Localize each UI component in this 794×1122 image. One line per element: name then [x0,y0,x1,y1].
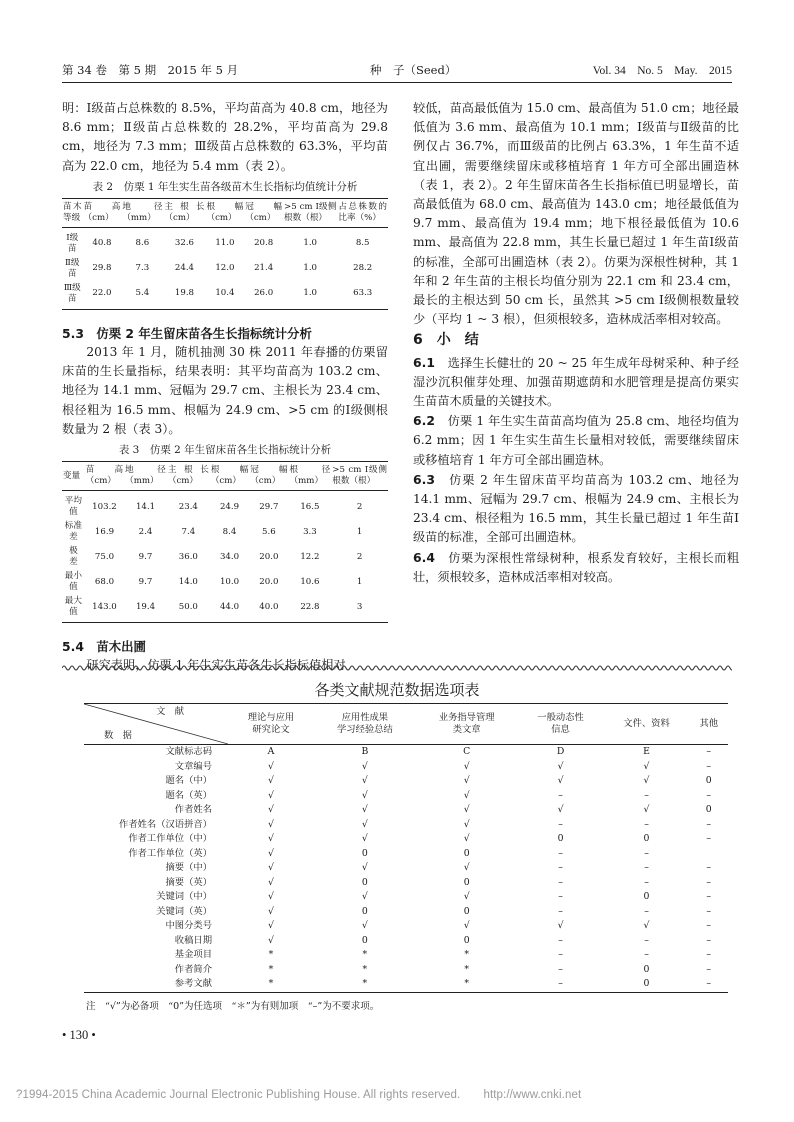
table2-cell: 10.4 [206,281,245,309]
table2-cell: 7.3 [135,263,150,274]
standards-cell: √ [268,862,274,873]
summary-item [413,470,739,548]
standards-row-label: 摘要（英） [165,876,212,888]
intro-paragraph: 明：Ⅰ级苗占总株数的 8.5%，平均苗高为 40.8 cm，地径为 8.6 mm；Ⅱ级苗占总株数的 28.2%，平均苗高为 29.8 cm，地径为 7.3 mm；Ⅲ级苗占总株数的 63.3%，平均苗高为 22.0 cm，地径为 5.4 mm（表 2）。 [62,101,388,173]
table2-cell: 5.4 [121,281,163,309]
table3-header-cell: 冠幅（cm） [249,462,288,491]
standards-row [84,832,728,847]
standards-cell: √ [463,920,470,931]
continued-paragraph: 较低，苗高最低值为 15.0 cm、最高值为 51.0 cm；地径最低值为 3.6 mm、最高值为 10.1 mm；Ⅰ级苗与Ⅱ级苗的比例仅占 36.7%，而Ⅲ级苗的比例占 63.3%，1 年生苗不适宜出圃，需要继续留床或移植培育 1 年方可全部出圃造林（表 1，表 2）。2 年生留床苗各生长指标值已明显增长，苗高最低值为 68.0 cm、最高值为 143.0 cm；地径最低值为 9.7 mm、最高值为 19.4 mm；地下根径最低值为 10.6 mm、最高值为 22.8 mm，其生长量已超过 1 年生苗Ⅰ级苗的标准，全部可出圃造林（表 2）。仿栗为深根性树种，其 1 年和 2 年生苗的主根长均值分别为 22.1 cm 和 23.4 cm，最长的主根达到 50 cm 长，虽然其 >5 cm Ⅰ级侧根数量较少（平均 1 ~ 3 根），但须根较多，造林成活率相对较高。 [413,101,739,327]
standards-cell: E [643,746,650,757]
table2-header-cell: 冠幅（cm） [244,198,283,227]
table3-cell: 最大值 [62,595,85,623]
table3-cell: 12.2 [300,551,320,562]
table3-cell: 10.6 [300,576,320,587]
standards-row [84,774,728,789]
table3-cell: 24.9 [219,501,240,512]
table3-cell: 2.4 [138,526,153,537]
table2-header-cell: 苗木等级 [62,198,83,227]
table2-row [62,281,388,309]
table3-cell: 103.2 [92,501,117,512]
table3-cell: 9.7 [138,576,153,587]
standards-cell: √ [643,804,650,815]
standards-row-label: 中图分类号 [165,920,212,931]
standards-cell: √ [268,833,274,844]
standards-cell: √ [557,804,564,815]
standards-cell: – [644,789,649,801]
standards-row [84,919,728,934]
standards-cell: √ [361,760,368,772]
standards-cell: – [706,891,712,902]
standards-cell: * [464,949,469,960]
table3-cell: 20.0 [259,576,279,587]
table3-row [62,545,388,570]
standards-cell: √ [268,818,274,830]
standards-cell: √ [463,862,470,873]
table3-cell: 极 差 [69,546,87,568]
standards-cell: √ [643,775,650,786]
standards-cell: – [644,862,649,873]
standards-cell: √ [463,760,470,772]
section-5-3-heading: 5.3 仿栗 2 年生留床苗各生长指标统计分析 [62,325,312,341]
standards-row-label: 参考文献 [84,977,228,992]
summary-item-text: 仿栗为深根性常绿树种，根系发育较好，主根长而粗壮，须根较多，造林成活率相对较高。 [413,550,740,584]
standards-cell: – [558,891,563,902]
summary-item-text: 选择生长健壮的 20 ~ 25 年生成年母树采种、种子经湿沙沉积催芽处理、加强苗期遮荫和水肥管理是提高仿栗实生苗苗木质量的关键技术。 [413,355,739,409]
standards-table [84,703,728,993]
standards-cell: √ [361,833,368,844]
standards-cell: √ [268,934,274,946]
table2-cell: 20.8 [254,238,274,249]
summary-item-text: 仿栗 2 年生留床苗平均苗高为 103.2 cm、地径为 14.1 mm、冠幅为 29.7 cm、根幅为 24.9 cm、主根长为 23.4 cm、根径粗为 16.5 mm，其生长量已超过 1 年生苗Ⅰ级苗的标准，全部可出圃造林。 [413,472,739,545]
standards-cell: – [644,934,649,946]
standards-cell: √ [268,775,274,786]
table3-header-cell: 变量 [62,462,85,491]
table2-cell: 12.0 [215,263,235,274]
table2-cell: 1.0 [303,238,318,249]
standards-column-header: 业务指导管理 类文章 [416,704,518,745]
standards-cell: √ [361,775,368,786]
standards-cell: √ [268,891,274,902]
standards-cell: 0 [604,977,690,992]
table3-row [62,491,388,520]
table3-cell: 29.7 [259,501,279,512]
standards-cell: – [558,847,563,859]
standards-cell: √ [268,876,274,888]
right-column [413,99,739,587]
wavy-divider [62,663,732,673]
table2 [62,198,388,310]
table3-cell: 7.4 [181,526,196,537]
table3-cell: 40.0 [249,595,288,623]
table2-cell: 32.6 [174,238,195,249]
table3-cell: 2 [356,551,363,562]
table3-header-cell: 苗高（cm） [85,462,124,491]
standards-row-label: 作者工作单位（中） [128,833,212,844]
table3-cell: 22.8 [289,595,332,623]
table3-cell: 16.5 [300,501,320,512]
standards-cell: √ [268,760,274,772]
standards-row [84,803,728,818]
standards-cell: 0 [361,847,368,859]
table3-cell: 14.1 [135,501,156,512]
standards-cell: * [228,977,314,992]
standards-cell: √ [463,789,470,801]
standards-cell: 0 [705,804,712,815]
summary-list [413,353,739,587]
table2-cell: 26.0 [244,281,283,309]
standards-row [84,934,728,949]
table3-cell: 3 [331,595,388,623]
table3-cell: 23.4 [178,501,198,512]
table3-cell: 19.4 [124,595,167,623]
table2-cell: 11.0 [215,238,235,249]
standards-cell: 0 [361,905,368,917]
running-header-right: Vol. 34 No. 5 May. 2015 [592,65,732,77]
standards-cell: √ [268,905,274,917]
standards-row [84,948,728,963]
standards-cell: √ [361,789,368,801]
table2-cell: Ⅱ级苗 [65,257,80,279]
standards-row-label: 摘要（中） [165,862,212,873]
standards-cell: 0 [361,876,368,888]
standards-cell: C [463,746,471,757]
table3-cell: 10.0 [219,576,240,587]
standards-cell: * [362,963,368,975]
standards-table-title: 各类文献规范数据选项表 [314,681,480,699]
standards-cell: 0 [463,847,470,859]
standards-cell: √ [463,804,470,815]
standards-row-label: 题名（英） [165,789,212,801]
standards-column-header: 其他 [690,704,729,745]
table3-cell: 36.0 [178,551,198,562]
table2-cell: 8.5 [355,238,370,249]
standards-cell: – [644,847,649,859]
standards-table-wrapper [84,703,728,993]
standards-row [84,861,728,876]
standards-row-label: 作者工作单位（英） [128,847,212,859]
standards-cell: 0 [463,934,470,946]
table3-cell: 68.0 [94,576,115,587]
table3-cell: 9.7 [138,551,153,562]
standards-cell: – [558,818,563,830]
standards-cell: 0 [557,833,564,844]
table3-cell: 50.0 [167,595,210,623]
standards-column-header: 文件、资料 [604,704,690,745]
standards-cell: √ [557,920,564,931]
standards-row [84,963,728,978]
table2-cell: 29.8 [92,263,112,274]
table2-cell: 1.0 [303,263,318,274]
summary-item-number: 6.1 [413,354,448,370]
table2-row [62,256,388,281]
standards-cell: * [416,977,518,992]
table3-row [62,570,388,595]
table2-cell: 28.2 [353,263,373,274]
table2-cell: Ⅲ级苗 [62,281,83,309]
summary-item [413,353,739,412]
copyright-footer: ?1994-2015 China Academic Journal Electronic Publishing House. All rights reserved. http://www.cnki.net [16,1089,582,1101]
running-header-left: 第 34 卷 第 5 期 2015 年 5 月 [62,63,239,77]
standards-cell [690,847,729,862]
table3-cell: 5.6 [262,526,276,537]
standards-cell: √ [268,804,274,815]
standards-cell: √ [361,818,368,830]
table3-cell: 75.0 [94,551,115,562]
table3-header-cell: 主根长（cm） [167,462,210,491]
standards-cell: A [267,746,275,757]
standards-table-note: 注 “√”为必备项 “0”为任选项 “＊”为有则加项 “–”为不要求项。 [86,1001,380,1012]
standards-row [84,847,728,862]
standards-row-label: 文献标志码 [165,746,212,757]
section-5-3-text: 2013 年 1 月，随机抽测 30 株 2011 年春播的仿栗留床苗的生长量指标，结果表明：其平均苗高为 103.2 cm、地径为 14.1 mm、冠幅为 29.7 cm、主根长为 23.4 cm、根径粗为 16.5 mm、根幅为 24.9 cm、>5 cm 的Ⅰ级侧根数量为 2 根（表 3）。 [62,345,388,436]
standards-cell: – [558,876,563,888]
standards-column-header: 应用性成果 学习经验总结 [314,704,416,745]
standards-row [84,876,728,891]
standards-cell: √ [268,920,274,931]
standards-cell: 0 [705,775,712,786]
table3-cell: 8.4 [222,526,237,537]
standards-cell: √ [557,775,564,786]
standards-row [84,977,728,992]
standards-cell: – [706,818,712,830]
table2-header-cell: 主根长（cm） [163,198,205,227]
table2-caption: 表 2 仿栗 1 年生实生苗各级苗木生长指标均值统计分析 [92,180,358,193]
table2-cell: 24.4 [174,263,195,274]
standards-cell: – [706,934,712,946]
standards-cell: – [706,746,712,757]
standards-cell: – [558,789,563,801]
summary-item-text: 仿栗 1 年生实生苗苗高均值为 25.8 cm、地径均值为 6.2 mm；因 1 年生实生苗生长量相对较低，需要继续留床或移植培育 1 年方可全部出圃造林。 [413,414,739,467]
summary-item-number: 6.4 [413,549,449,565]
standards-cell: – [706,833,712,844]
table3-cell: 44.0 [210,595,249,623]
standards-cell: √ [268,789,274,801]
standards-cell: √ [643,760,650,772]
standards-row [84,890,728,905]
standards-cell: – [558,905,563,917]
page-number: • 130 • [62,1028,96,1042]
table3-cell: 143.0 [85,595,124,623]
summary-item [413,548,739,587]
table3 [62,461,388,623]
standards-cell: √ [463,833,470,844]
standards-cell: * [362,949,368,960]
table2-cell: 63.3 [337,281,388,309]
summary-item-number: 6.3 [413,471,450,487]
table3-cell: 20.0 [259,551,279,562]
standards-cell: – [558,963,563,975]
table3-cell: 最小值 [64,571,82,593]
corner-label-literature: 文 献 [156,706,184,717]
table3-header-cell: 地径（mm） [124,462,167,491]
standards-cell: 0 [643,963,650,975]
standards-cell: 0 [361,934,368,946]
table2-header-cell: 地径（mm） [121,198,163,227]
standards-row [84,745,728,760]
table3-cell: 34.0 [219,551,240,562]
table3-cell: 标准差 [64,521,82,543]
standards-cell: – [706,876,712,888]
standards-row-label: 关键词（英） [156,905,212,917]
table3-header-cell: >5 cm Ⅰ级侧根数（根） [331,462,388,491]
header-rule [62,82,732,83]
summary-item-number: 6.2 [413,413,448,429]
standards-cell: – [706,789,712,801]
standards-cell: √ [361,891,368,902]
standards-cell: * [464,963,469,975]
table3-cell: 3.3 [303,526,317,537]
standards-cell: * [268,963,274,975]
standards-cell: – [706,920,712,931]
standards-row [84,760,728,775]
table2-cell: 21.4 [254,263,274,274]
table3-header-cell: 根径（mm） [289,462,332,491]
table3-cell: 2 [356,501,363,512]
standards-cell: 0 [463,905,470,917]
table3-cell: 平均值 [64,496,82,518]
standards-cell: √ [557,760,564,772]
diagonal-header-cell [84,704,228,745]
standards-cell: √ [463,775,470,786]
standards-cell: – [690,977,729,992]
standards-row-label: 作者简介 [174,963,212,975]
standards-cell: √ [643,920,650,931]
table3-caption: 表 3 仿栗 2 年生留床苗各生长指标统计分析 [118,444,332,457]
table3-cell: 1 [356,526,363,537]
section-6-heading: 6 小 结 [413,332,479,349]
table3-row [62,595,388,623]
standards-cell: √ [361,920,368,931]
standards-cell: – [558,949,563,960]
standards-cell: – [706,949,712,960]
summary-item [413,411,739,470]
standards-cell: √ [463,891,470,902]
running-header-journal: 种 子（Seed） [370,63,457,77]
table3-cell: 16.9 [94,526,115,537]
table2-cell: 22.0 [83,281,122,309]
standards-row-label: 收稿日期 [174,934,212,946]
standards-cell: √ [361,862,368,873]
table2-cell: 40.8 [92,238,112,249]
standards-row-label: 作者姓名（汉语拼音） [119,818,212,830]
standards-column-header: 理论与应用 研究论文 [228,704,314,745]
standards-row [84,789,728,804]
standards-cell: 0 [463,876,470,888]
section-5-4-heading: 5.4 苗木出圃 [62,639,146,655]
standards-cell: – [706,963,712,975]
standards-cell: – [558,862,563,873]
standards-cell: – [644,876,649,888]
table2-header-cell: 根幅（cm） [206,198,245,227]
standards-column-header: 一般动态性 信息 [518,704,604,745]
table2-header-cell: 占总株数的比率（%） [337,198,388,227]
standards-cell: * [268,949,274,960]
standards-row [84,818,728,833]
standards-cell: B [361,746,369,757]
table3-header-cell: 根幅（cm） [210,462,249,491]
table3-cell: 14.0 [178,576,198,587]
standards-cell: – [706,862,712,873]
standards-cell: – [706,760,712,772]
table2-header-cell: 苗高（cm） [83,198,122,227]
table2-row [62,227,388,256]
table3-row [62,520,388,545]
standards-cell: 0 [643,833,650,844]
standards-row-label: 题名（中） [165,775,212,786]
corner-label-data: 数 据 [104,730,132,741]
standards-cell: – [644,905,649,917]
table3-cell: 1 [356,576,363,587]
standards-cell: – [644,949,649,960]
standards-cell: – [558,934,563,946]
table2-cell: Ⅰ级苗 [66,232,79,254]
standards-cell: – [706,905,712,917]
standards-row-label: 文章编号 [174,760,212,772]
section-5-4-text: 研究表明，仿栗 1 年生实生苗各生长指标值相对 [86,658,346,673]
standards-cell: – [644,818,649,830]
standards-cell: 0 [643,891,650,902]
table2-cell: 19.8 [163,281,205,309]
standards-cell: √ [361,804,368,815]
table2-header-cell: >5 cm Ⅰ级侧根数（根） [283,198,337,227]
standards-row-label: 关键词（中） [156,891,212,902]
table2-cell: 1.0 [283,281,337,309]
standards-cell: √ [268,847,274,859]
standards-row [84,905,728,920]
left-column [62,99,388,675]
standards-cell: D [556,746,565,757]
standards-cell: – [518,977,604,992]
standards-cell: √ [463,818,470,830]
table2-cell: 8.6 [135,238,150,249]
standards-row-label: 基金项目 [174,949,212,960]
standards-cell: * [314,977,416,992]
standards-row-label: 作者姓名 [174,804,212,815]
